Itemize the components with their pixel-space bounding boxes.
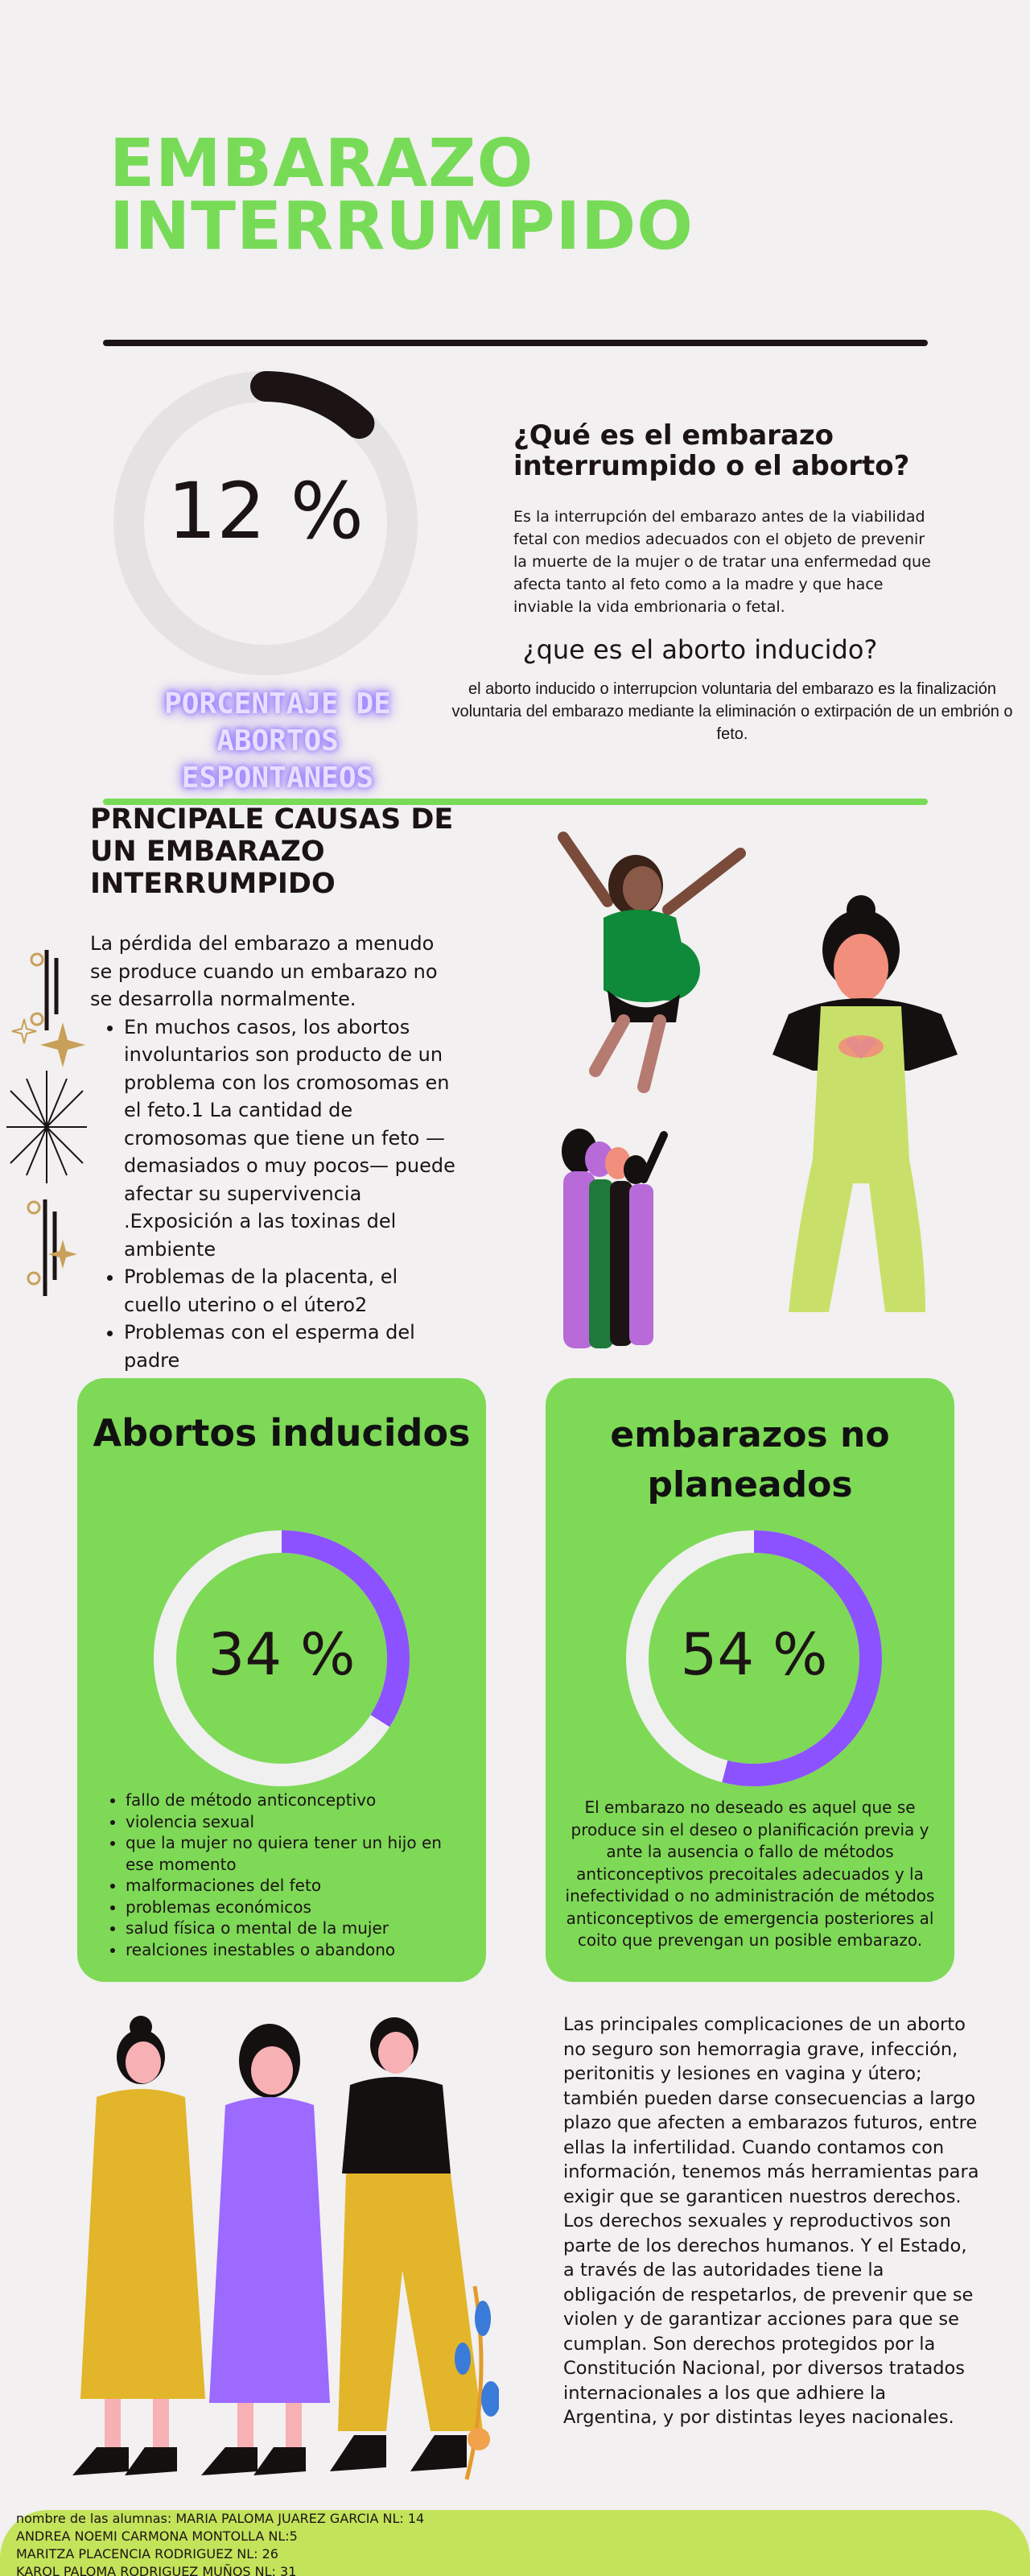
induced-list bbox=[126, 1790, 467, 1960]
what-text: Es la interrupción del embarazo antes de la viabilidad fetal con medios adecuados con el objeto de prevenir la muerte de la mujer o de tratar una enfermedad que afecta tanto al feto como a la madre y que hace inviable la vida embrionaria o fetal. bbox=[513, 508, 931, 616]
card-unplanned-title: embarazos no planeados bbox=[610, 1414, 890, 1505]
credit-line: KAROL PALOMA RODRIGUEZ MUÑOS NL: 31 bbox=[16, 2564, 297, 2576]
induced-list-wrapper bbox=[97, 1790, 467, 1960]
causes-body bbox=[90, 930, 460, 1374]
list-item: • Problemas con el esperma del padre bbox=[124, 1319, 460, 1374]
induced-value: 34 % bbox=[208, 1620, 356, 1688]
induced-text: el aborto inducido o interrupcion voluntaria del embarazo es la finalización voluntaria del embarazo mediante la eliminación o extirpación de un embrión o feto. bbox=[451, 680, 1013, 743]
list-item: • realciones inestables o abandono bbox=[126, 1939, 467, 1961]
list-item: • problemas económicos bbox=[126, 1897, 467, 1918]
causes-list bbox=[124, 1013, 460, 1375]
list-item: • fallo de método anticonceptivo bbox=[126, 1790, 467, 1811]
list-item: • En muchos casos, los abortos involuntarios son producto de un problema con los cromosomas en el feto.1 La cantidad de cromosomas que tiene un feto —demasiados o muy pocos— puede afectar su supervivencia .Exposición a las toxinas del ambiente bbox=[124, 1013, 460, 1264]
illustration-women-group bbox=[555, 1123, 684, 1364]
list-item: • que la mujer no quiera tener un hijo en ese momento bbox=[126, 1832, 467, 1875]
illustration-pregnant-woman-jumping bbox=[547, 829, 756, 1103]
induced-heading: ¿que es el aborto inducido? bbox=[522, 634, 878, 665]
footer-credits bbox=[16, 2510, 424, 2576]
list-item: • violencia sexual bbox=[126, 1811, 467, 1833]
credit-line: ANDREA NOEMI CARMONA MONTOLLA NL:5 bbox=[16, 2529, 298, 2544]
illustration-woman-overalls bbox=[740, 894, 966, 1320]
stat-value: 12 % bbox=[167, 466, 364, 556]
credit-line: nombre de las alumnas: MARIA PALOMA JUAREZ GARCIA NL: 14 bbox=[16, 2511, 425, 2526]
page-title: EMBARAZO INTERRUMPIDO bbox=[109, 126, 694, 265]
list-item: • Problemas de la placenta, el cuello uterino o el útero2 bbox=[124, 1263, 460, 1319]
illustration-three-women bbox=[64, 2013, 499, 2496]
complications-text: Las principales complicaciones de un aborto no seguro son hemorragia grave, infección, peritonitis y lesiones en vagina y útero; también pueden darse consecuencias a largo plazo que afecten a embarazos futuros, entre ellas la infertilidad. Cuando contamos con información, tenemos más herramientas para exigir que se garanticen nuestros derechos. Los derechos sexuales y reproductivos son parte de los derechos humanos. Y el Estado, a través de las autoridades tiene la obligación de respetarlos, de prevenir que se violen y de garantizar acciones para que se cumplan. Son derechos protegidos por la Constitución Nacional, por diversos tratados internacionales a los que adhiere la Argentina, y por distintas leyes nacionales. bbox=[563, 2014, 979, 2428]
unplanned-value: 54 % bbox=[680, 1620, 828, 1688]
list-item: • salud física o mental de la mujer bbox=[126, 1918, 467, 1939]
card-induced-title: Abortos inducidos bbox=[93, 1411, 471, 1455]
causes-intro: La pérdida del embarazo a menudo se produce cuando un embarazo no se desarrolla normalmente. bbox=[90, 932, 438, 1010]
starburst-icon bbox=[6, 1071, 87, 1183]
divider bbox=[103, 340, 928, 346]
what-heading: ¿Qué es el embarazo interrumpido o el aborto? bbox=[513, 419, 910, 482]
causes-heading: PRNCIPALE CAUSAS DE UN EMBARAZO INTERRUMPIDO bbox=[90, 803, 454, 900]
stat-caption: PORCENTAJE DE ABORTOS ESPONTANEOS bbox=[164, 687, 391, 795]
list-item: • malformaciones del feto bbox=[126, 1875, 467, 1897]
sparkle-icon bbox=[6, 942, 87, 1312]
unplanned-text: El embarazo no deseado es aquel que se produce sin el deseo o planificación previa y ante la ausencia o fallo de métodos anticonceptivos precoitales adecuados y la inefectividad o no administración de métodos anticonceptivos de emergencia posteriores al coito que prevengan un posible embarazo. bbox=[565, 1798, 935, 1950]
credit-line: MARITZA PLACENCIA RODRIGUEZ NL: 26 bbox=[16, 2546, 278, 2562]
